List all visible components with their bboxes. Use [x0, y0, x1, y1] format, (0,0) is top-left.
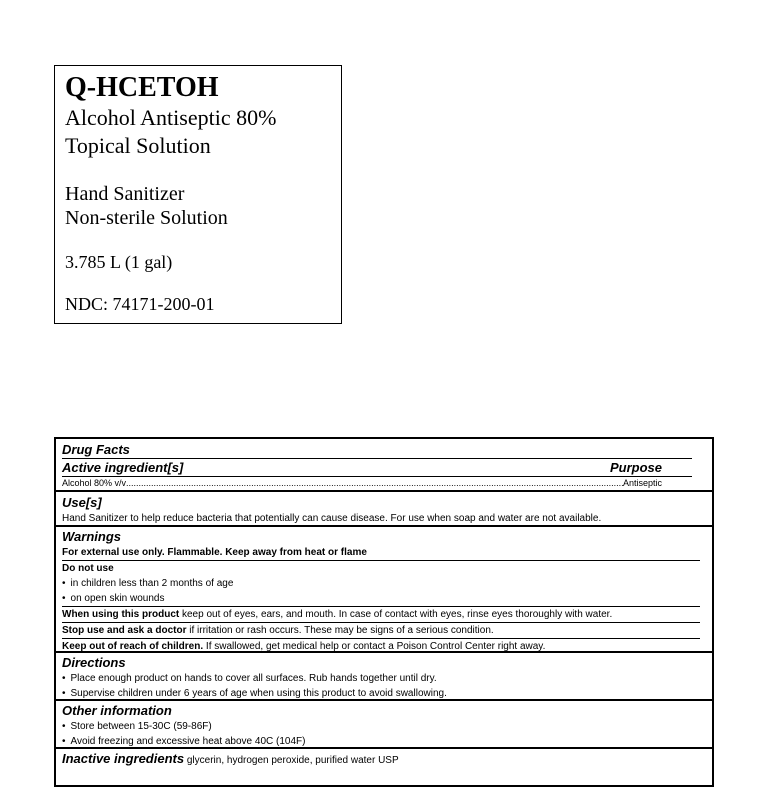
inactive-heading: Inactive ingredients	[62, 751, 185, 766]
active-purpose-value: Antiseptic	[622, 478, 662, 488]
do-not-use-item: • in children less than 2 months of age	[62, 576, 706, 591]
purpose-heading: Purpose	[609, 460, 662, 475]
warnings-external: For external use only. Flammable. Keep away from heat or flame	[62, 547, 367, 558]
inactive-text: glycerin, hydrogen peroxide, purified water USP	[184, 755, 399, 766]
drug-facts-box	[54, 437, 714, 787]
keep-out-label: Keep out of reach of children.	[62, 641, 204, 652]
directions-heading: Directions	[62, 655, 126, 670]
uses-section	[56, 492, 712, 527]
do-not-use-item: • on open skin wounds	[62, 591, 706, 606]
directions-item: • Place enough product on hands to cover all surfaces. Rub hands together until dry.	[62, 671, 706, 686]
uses-text: Hand Sanitizer to help reduce bacteria that potentially can cause disease. For use when soap and water are not available.	[62, 513, 602, 524]
uses-heading: Use[s]	[62, 495, 102, 510]
brand-name: Q-HCETOH	[65, 72, 219, 103]
ndc-code: NDC: 74171-200-01	[65, 294, 215, 314]
active-ingredient-row	[62, 477, 706, 490]
inactive-row	[62, 750, 706, 768]
keep-out-row	[62, 639, 706, 654]
inactive-section	[56, 749, 712, 769]
when-using-row	[62, 607, 706, 622]
other-info-item: • Store between 15-30C (59-86F)	[62, 719, 706, 734]
active-ingredient-value: Alcohol 80% v/v	[62, 478, 127, 488]
product-desc-line1: Hand Sanitizer	[65, 183, 185, 205]
other-info-heading: Other information	[62, 703, 172, 718]
active-ingredient-heading: Active ingredient[s]	[62, 460, 184, 475]
product-desc-line2: Non-sterile Solution	[65, 207, 228, 229]
directions-item: • Supervise children under 6 years of age when using this product to avoid swallowing.	[62, 686, 706, 701]
stop-use-row	[62, 623, 706, 638]
keep-out-text: If swallowed, get medical help or contact a Poison Control Center right away.	[203, 641, 546, 652]
product-title-line2: Topical Solution	[65, 133, 211, 158]
stop-use-text: if irritation or rash occurs. These may be signs of a serious condition.	[186, 625, 494, 636]
stop-use-label: Stop use and ask a doctor	[62, 625, 187, 636]
other-info-item: • Avoid freezing and excessive heat above 40C (104F)	[62, 734, 706, 749]
principal-display-panel	[54, 65, 342, 324]
when-using-text: keep out of eyes, ears, and mouth. In case of contact with eyes, rinse eyes thoroughly with water.	[179, 609, 613, 620]
product-title-line1: Alcohol Antiseptic 80%	[65, 105, 277, 130]
warnings-section	[56, 527, 712, 653]
do-not-use-heading: Do not use	[62, 563, 114, 574]
other-info-section	[56, 701, 712, 749]
drug-facts-title: Drug Facts	[62, 442, 130, 457]
directions-section	[56, 653, 712, 701]
active-section	[56, 439, 712, 492]
when-using-label: When using this product	[62, 609, 180, 620]
warnings-heading: Warnings	[62, 529, 121, 544]
net-quantity: 3.785 L (1 gal)	[65, 252, 173, 272]
